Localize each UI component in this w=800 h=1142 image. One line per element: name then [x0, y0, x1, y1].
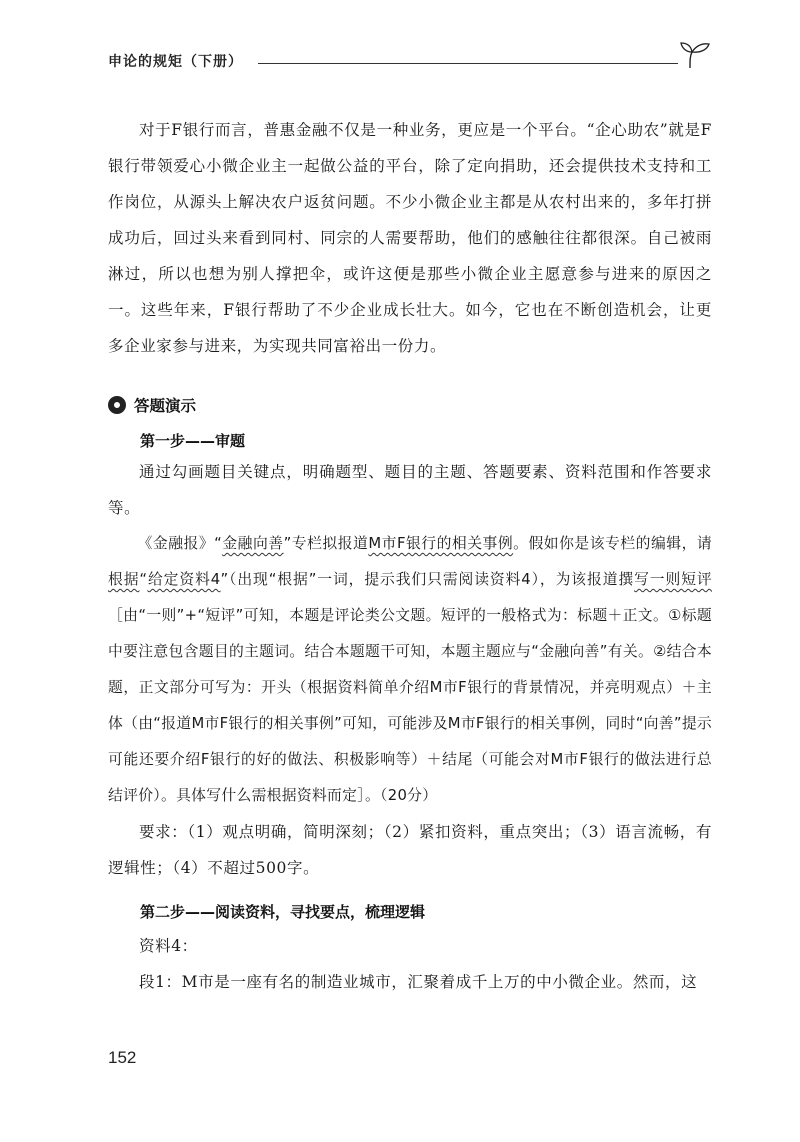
keyword-underline: 写一则短评	[634, 571, 712, 588]
step1-title: 第一步——审题	[140, 432, 246, 450]
material-paragraph: 段1：M市是一座有名的制造业城市，汇聚着成千上万的中小微企业。然而，这	[139, 973, 698, 991]
keyword-underline: 根据	[108, 571, 140, 588]
requirements: 要求：（1）观点明确，简明深刻；（2）紧扣资料，重点突出；（3）语言流畅，有逻辑性；（4）不超过500字。	[108, 823, 712, 877]
step2-title: 第二步——阅读资料，寻找要点，梳理逻辑	[140, 903, 426, 921]
header-title: 申论的规矩（下册）	[108, 54, 243, 70]
question-text: ”专栏拟报道	[283, 535, 369, 552]
step2-block	[108, 928, 712, 1000]
sprout-icon	[678, 40, 712, 70]
question-text: 《金融报》“	[137, 535, 223, 552]
question-paragraph	[108, 526, 712, 814]
header-rule	[258, 63, 678, 64]
gear-icon	[108, 396, 126, 414]
question-text: “	[139, 571, 148, 588]
intro-block	[108, 112, 712, 364]
section-heading	[108, 392, 196, 418]
keyword-underline: M市F银行的相关事例	[368, 535, 514, 552]
keyword-underline: 金融向善	[222, 535, 284, 552]
step1-block	[108, 454, 712, 886]
keyword-underline: 给定资料4	[147, 571, 221, 588]
running-header	[108, 40, 713, 74]
step1-intro: 通过勾画题目关键点，明确题型、题目的主题、答题要素、资料范围和作答要求等。	[108, 463, 712, 517]
question-text: 。假如你是该专栏的编辑，请	[513, 535, 713, 552]
question-text: ”（出现“根据”一词，提示我们只需阅读资料4），为该报道撰	[220, 571, 635, 588]
page-number: 152	[108, 1048, 137, 1067]
material-label: 资料4：	[139, 937, 198, 955]
intro-paragraph: 对于F银行而言，普惠金融不仅是一种业务，更应是一个平台。“企心助农”就是F银行带领爱心小微企业主一起做公益的平台，除了定向捐助，还会提供技术支持和工作岗位，从源头上解决农户返贫问题。不少小微企业主都是从农村出来的，多年打拼成功后，回过头来看到同村、同宗的人需要帮助，他们的感触往往都很深。自己被雨淋过，所以也想为别人撑把伞，或许这便是那些小微企业主愿意参与进来的原因之一。这些年来，F银行帮助了不少企业成长壮大。如今，它也在不断创造机会，让更多企业家参与进来，为实现共同富裕出一份力。	[108, 121, 712, 355]
section-heading-label: 答题演示	[134, 397, 197, 415]
question-text: ［由“一则”+“短评”可知，本题是评论类公文题。短评的一般格式为：标题＋正文。①标题中要注意包含题目的主题词。结合本题题干可知，本题主题应与“金融向善”有关。②结合本题，正文部分可写为：开头（根据资料简单介绍M市F银行的背景情况，并亮明观点）＋主体（由“报道M市F银行的相关事例”可知，可能涉及M市F银行的相关事例，同时“向善”提示可能还要介绍F银行的好的做法、积极影响等）＋结尾（可能会对M市F银行的做法进行总结评价）。具体写什么需根据资料而定］。（20分）	[108, 607, 713, 804]
